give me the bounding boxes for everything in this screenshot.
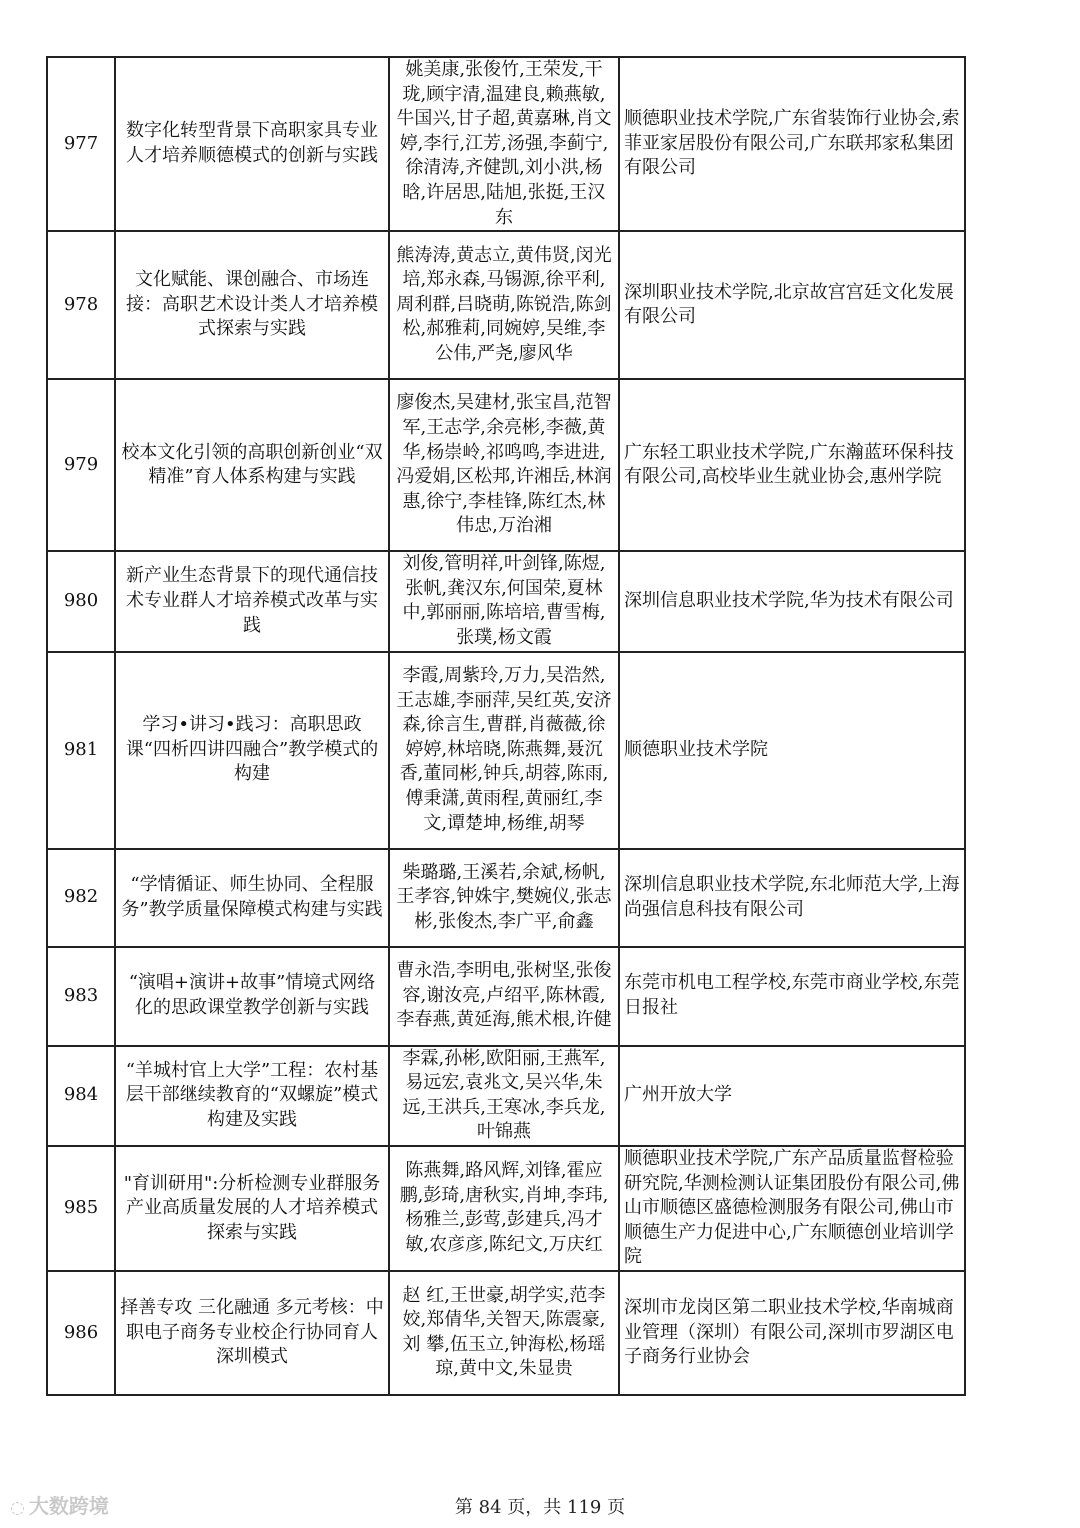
team-members: 柴璐璐,王溪若,余斌,杨帆,王孝容,钟姝宇,樊婉仪,张志彬,张俊杰,李广平,俞鑫	[389, 849, 619, 947]
table-row	[47, 652, 965, 849]
team-members: 姚美康,张俊竹,王荣发,干珑,顾宇清,温建良,赖燕敏,牛国兴,甘子超,黄嘉琳,肖文婷,李行,江芳,汤强,李蓟宁,徐清涛,齐健凯,刘小洪,杨晗,许居思,陆旭,张挺,王汉东	[389, 57, 619, 231]
institutions: 顺德职业技术学院	[619, 652, 965, 849]
institutions: 深圳信息职业技术学院,东北师范大学,上海尚强信息科技有限公司	[619, 849, 965, 947]
project-title: 新产业生态背景下的现代通信技术专业群人才培养模式改革与实践	[115, 551, 389, 651]
project-title: 择善专攻 三化融通 多元考核：中职电子商务专业校企行协同育人深圳模式	[115, 1271, 389, 1395]
row-number: 980	[47, 551, 115, 651]
team-members: 陈燕舞,路风辉,刘锋,霍应鹏,彭琦,唐秋实,肖坤,李玮,杨雅兰,彭莺,彭建兵,冯才敏,农彦彦,陈纪文,万庆红	[389, 1146, 619, 1271]
table-row	[47, 57, 965, 231]
team-members: 赵 红,王世豪,胡学实,范李姣,郑倩华,关智天,陈震豪,刘 攀,伍玉立,钟海松,杨瑶琼,黄中文,朱显贵	[389, 1271, 619, 1395]
row-number: 982	[47, 849, 115, 947]
chat-bubble-logo-icon: ◌	[10, 1498, 25, 1518]
watermark-text: 大数跨境	[28, 1494, 109, 1518]
institutions: 深圳职业技术学院,北京故宫宫廷文化发展有限公司	[619, 231, 965, 379]
project-title: "育训研用":分析检测专业群服务产业高质量发展的人才培养模式探索与实践	[115, 1146, 389, 1271]
team-members: 熊涛涛,黄志立,黄伟贤,闵光培,郑永森,马锡源,徐平利,周利群,吕晓萌,陈锐浩,陈剑松,郝雅莉,同婉婷,吴维,李公伟,严尧,廖风华	[389, 231, 619, 379]
project-title: “演唱+演讲+故事”情境式网络化的思政课堂教学创新与实践	[115, 947, 389, 1046]
project-title: “学情循证、师生协同、全程服务”教学质量保障模式构建与实践	[115, 849, 389, 947]
row-number: 979	[47, 379, 115, 551]
institutions: 广州开放大学	[619, 1046, 965, 1146]
institutions: 广东轻工职业技术学院,广东瀚蓝环保科技有限公司,高校毕业生就业协会,惠州学院	[619, 379, 965, 551]
team-members: 李霖,孙彬,欧阳丽,王燕军,易远宏,袁兆文,吴兴华,朱远,王洪兵,王寒冰,李兵龙,叶锦燕	[389, 1046, 619, 1146]
row-number: 986	[47, 1271, 115, 1395]
table-row	[47, 1146, 965, 1271]
institutions: 深圳市龙岗区第二职业技术学校,华南城商业管理（深圳）有限公司,深圳市罗湖区电子商务行业协会	[619, 1271, 965, 1395]
row-number: 977	[47, 57, 115, 231]
table-row	[47, 849, 965, 947]
institutions: 东莞市机电工程学校,东莞市商业学校,东莞日报社	[619, 947, 965, 1046]
project-title: 学习•讲习•践习：高职思政课“四析四讲四融合”教学模式的构建	[115, 652, 389, 849]
awards-table	[46, 56, 966, 1396]
institutions: 顺德职业技术学院,广东省装饰行业协会,索菲亚家居股份有限公司,广东联邦家私集团有限公司	[619, 57, 965, 231]
page-footer: 第 84 页，共 119 页	[454, 1497, 626, 1518]
row-number: 978	[47, 231, 115, 379]
institutions: 深圳信息职业技术学院,华为技术有限公司	[619, 551, 965, 651]
team-members: 李霞,周紫玲,万力,吴浩然,王志雄,李丽萍,吴红英,安济森,徐言生,曹群,肖薇薇,徐婷婷,林培晓,陈燕舞,聂沉香,董同彬,钟兵,胡蓉,陈雨,傅秉潇,黄雨程,黄丽红,李文,谭楚坤,杨维,胡琴	[389, 652, 619, 849]
project-title: “羊城村官上大学”工程：农村基层干部继续教育的“双螺旋”模式构建及实践	[115, 1046, 389, 1146]
table-row	[47, 551, 965, 651]
table-row	[47, 1271, 965, 1395]
team-members: 刘俊,管明祥,叶剑锋,陈煜,张帆,龚汉东,何国荣,夏林中,郭丽丽,陈培培,曹雪梅,张璞,杨文霞	[389, 551, 619, 651]
table-row	[47, 1046, 965, 1146]
table-row	[47, 947, 965, 1046]
table-row	[47, 379, 965, 551]
team-members: 廖俊杰,吴建材,张宝昌,范智军,王志学,余亮彬,李薇,黄华,杨崇岭,祁鸣鸣,李进进,冯爱娟,区松邦,许湘岳,林润惠,徐宁,李桂锋,陈红杰,林伟忠,万治湘	[389, 379, 619, 551]
project-title: 文化赋能、课创融合、市场连接：高职艺术设计类人才培养模式探索与实践	[115, 231, 389, 379]
row-number: 981	[47, 652, 115, 849]
row-number: 984	[47, 1046, 115, 1146]
institutions: 顺德职业技术学院,广东产品质量监督检验研究院,华测检测认证集团股份有限公司,佛山市顺德区盛德检测服务有限公司,佛山市顺德生产力促进中心,广东顺德创业培训学院	[619, 1146, 965, 1271]
row-number: 983	[47, 947, 115, 1046]
row-number: 985	[47, 1146, 115, 1271]
project-title: 校本文化引领的高职创新创业“双精准”育人体系构建与实践	[115, 379, 389, 551]
team-members: 曹永浩,李明电,张树坚,张俊容,谢汝亮,卢绍平,陈林霞,李春燕,黄延海,熊术根,许健	[389, 947, 619, 1046]
project-title: 数字化转型背景下高职家具专业人才培养顺德模式的创新与实践	[115, 57, 389, 231]
table-row	[47, 231, 965, 379]
